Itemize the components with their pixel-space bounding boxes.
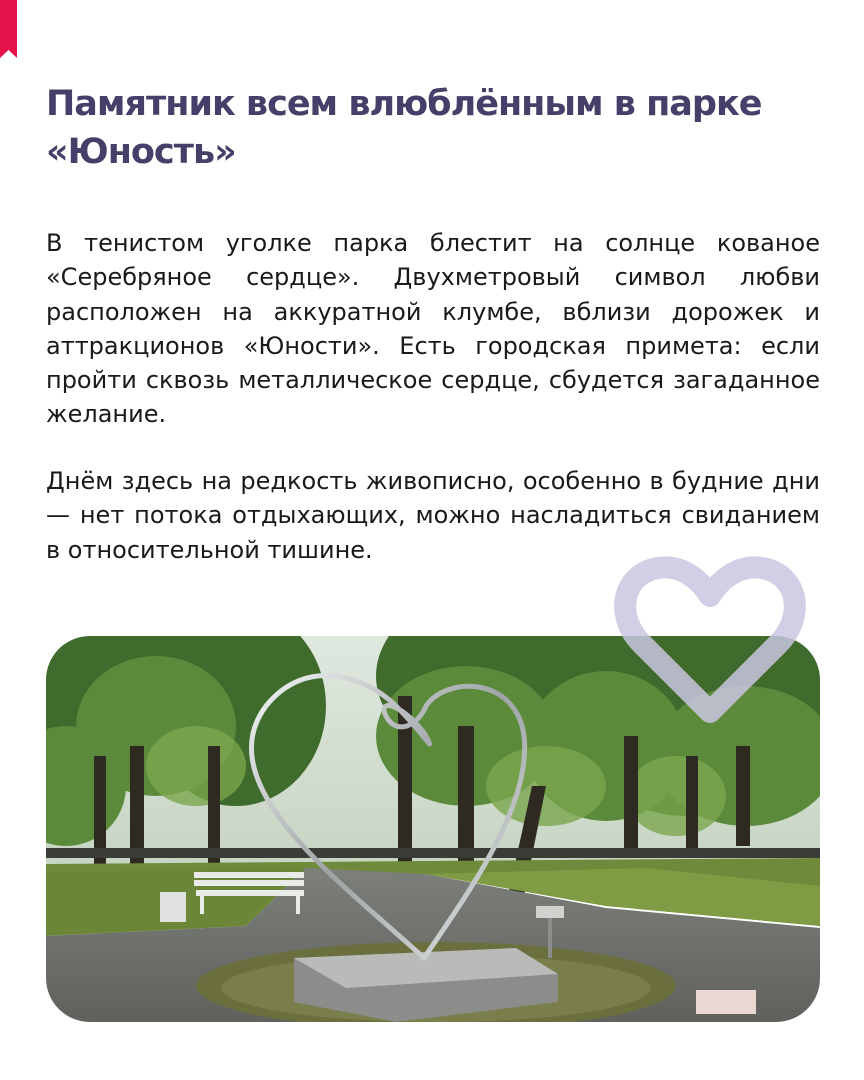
page-title: Памятник всем влюблённым в парке «Юность» (46, 84, 762, 172)
paragraph-description: В тенистом уголке парка блестит на солнце кованое «Серебряное сердце». Двухметровый символ любви расположен на аккуратной клумбе, вблизи дорожек и аттракционов «Юности». Есть городская примета: если пройти сквозь металлическое сердце, сбудется загаданное желание. (46, 229, 820, 429)
paragraph-atmosphere: Днём здесь на редкость живописно, особенно в будние дни — нет потока отдыхающих, можно насладиться свиданием в относительной тишине. (46, 467, 820, 564)
bookmark-ribbon-icon (0, 0, 17, 58)
heart-outline-icon (614, 552, 806, 732)
